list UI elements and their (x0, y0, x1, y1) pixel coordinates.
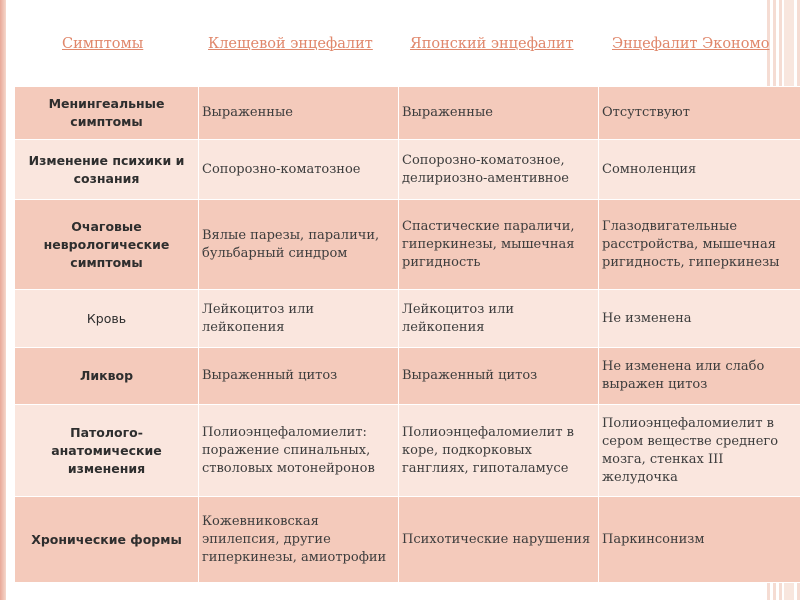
table-row (15, 497, 800, 583)
cell-economo: Паркинсонизм (599, 497, 800, 583)
cell-japanese: Сопорозно-коматозное, делириозно-аментивное (399, 140, 599, 200)
table-row (15, 200, 800, 290)
cell-japanese: Лейкоцитоз или лейкопения (399, 290, 599, 348)
cell-tick-borne: Вялые парезы, параличи, бульбарный синдром (199, 200, 399, 290)
header-symptoms[interactable]: Симптомы (62, 36, 144, 52)
row-label: Ликвор (15, 348, 199, 405)
row-label: Хронические формы (15, 497, 199, 583)
table-row (15, 348, 800, 405)
table-header-row (14, 36, 800, 62)
cell-tick-borne: Кожевниковская эпилепсия, другие гиперкинезы, амиотрофии (199, 497, 399, 583)
table-row (15, 140, 800, 200)
cell-economo: Глазодвигательные расстройства, мышечная ригидность, гиперкинезы (599, 200, 800, 290)
cell-japanese: Психотические нарушения (399, 497, 599, 583)
cell-tick-borne: Выраженный цитоз (199, 348, 399, 405)
cell-tick-borne: Выраженные (199, 87, 399, 140)
table-row (15, 405, 800, 497)
cell-tick-borne: Полиоэнцефаломиелит: поражение спинальных, стволовых мотонейронов (199, 405, 399, 497)
row-label: Менингеальные симптомы (15, 87, 199, 140)
table-row (15, 290, 800, 348)
header-japanese[interactable]: Японский энцефалит (410, 36, 574, 52)
encephalitis-comparison-table (14, 86, 800, 583)
cell-japanese: Выраженный цитоз (399, 348, 599, 405)
cell-economo: Полиоэнцефаломиелит в сером веществе среднего мозга, стенках III желудочка (599, 405, 800, 497)
cell-japanese: Полиоэнцефаломиелит в коре, подкорковых ганглиях, гипоталамусе (399, 405, 599, 497)
row-label: Изменение психики и сознания (15, 140, 199, 200)
row-label: Кровь (15, 290, 199, 348)
cell-economo: Сомноленция (599, 140, 800, 200)
row-label: Патолого-анатомические изменения (15, 405, 199, 497)
cell-tick-borne: Сопорозно-коматозное (199, 140, 399, 200)
header-economo[interactable]: Энцефалит Экономо (612, 36, 770, 52)
cell-tick-borne: Лейкоцитоз или лейкопения (199, 290, 399, 348)
header-tick-borne[interactable]: Клещевой энцефалит (208, 36, 373, 52)
row-label: Очаговые неврологические симптомы (15, 200, 199, 290)
table-row (15, 87, 800, 140)
cell-japanese: Спастические параличи, гиперкинезы, мышечная ригидность (399, 200, 599, 290)
cell-economo: Не изменена или слабо выражен цитоз (599, 348, 800, 405)
cell-japanese: Выраженные (399, 87, 599, 140)
cell-economo: Отсутствуют (599, 87, 800, 140)
cell-economo: Не изменена (599, 290, 800, 348)
slide-left-border (0, 0, 6, 600)
